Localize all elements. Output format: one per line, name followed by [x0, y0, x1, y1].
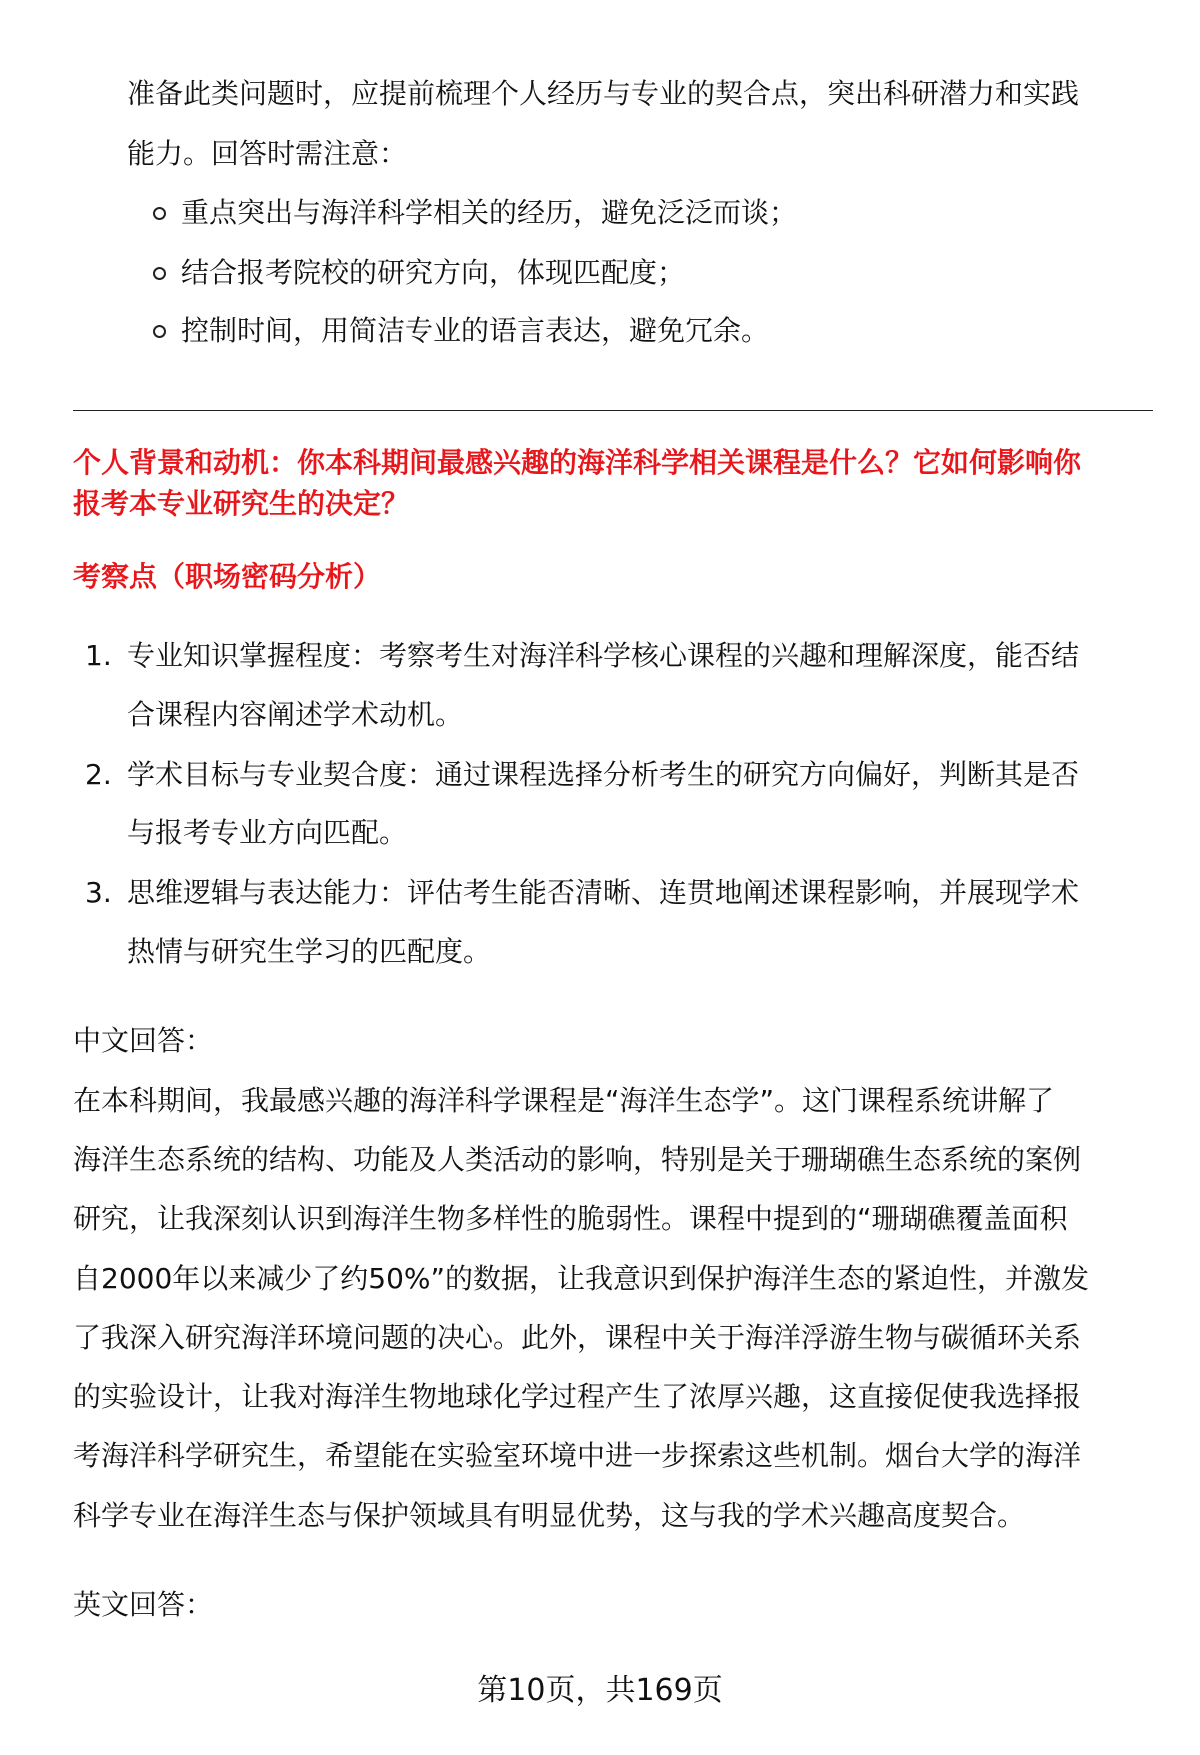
intro-line: 准备此类问题时，应提前梳理个人经历与专业的契合点，突出科研潜力和实践	[127, 77, 1080, 110]
bullet-circle-icon	[153, 325, 166, 338]
list-item-line: 思维逻辑与表达能力：评估考生能否清晰、连贯地阐述课程影响，并展现学术	[127, 876, 1080, 909]
list-item-line: 热情与研究生学习的匹配度。	[127, 935, 492, 968]
question-heading-line: 个人背景和动机：你本科期间最感兴趣的海洋科学相关课程是什么？它如何影响你	[73, 446, 1082, 479]
bullet-item: 重点突出与海洋科学相关的经历，避免泛泛而谈；	[181, 196, 798, 229]
list-item-line: 合课程内容阐述学术动机。	[127, 698, 464, 731]
answer-line: 了我深入研究海洋环境问题的决心。此外，课程中关于海洋浮游生物与碳循环关系	[73, 1321, 1082, 1354]
answer-line: 科学专业在海洋生态与保护领域具有明显优势，这与我的学术兴趣高度契合。	[73, 1499, 1026, 1532]
section-divider	[73, 410, 1153, 411]
answer-line: 海洋生态系统的结构、功能及人类活动的影响，特别是关于珊瑚礁生态系统的案例	[73, 1143, 1082, 1176]
list-item-line: 学术目标与专业契合度：通过课程选择分析考生的研究方向偏好，判断其是否	[127, 758, 1080, 791]
bullet-circle-icon	[153, 267, 166, 280]
english-answer-label: 英文回答：	[73, 1588, 214, 1621]
analysis-title: 考察点（职场密码分析）	[73, 560, 382, 593]
list-number: 2.	[85, 758, 112, 791]
answer-line: 考海洋科学研究生，希望能在实验室环境中进一步探索这些机制。烟台大学的海洋	[73, 1439, 1082, 1472]
chinese-answer-label: 中文回答：	[73, 1024, 214, 1057]
answer-line: 研究，让我深刻认识到海洋生物多样性的脆弱性。课程中提到的“珊瑚礁覆盖面积	[73, 1202, 1068, 1235]
bullet-item: 结合报考院校的研究方向，体现匹配度；	[181, 256, 686, 289]
question-heading-line: 报考本专业研究生的决定？	[73, 487, 410, 520]
page-number: 第10页，共169页	[477, 1673, 723, 1708]
list-item-line: 专业知识掌握程度：考察考生对海洋科学核心课程的兴趣和理解深度，能否结	[127, 639, 1080, 672]
list-number: 3.	[85, 876, 112, 909]
answer-line: 自2000年以来减少了约50%”的数据，让我意识到保护海洋生态的紧迫性，并激发	[73, 1262, 1090, 1295]
answer-line: 在本科期间，我最感兴趣的海洋科学课程是“海洋生态学”。这门课程系统讲解了	[73, 1084, 1055, 1117]
list-number: 1.	[85, 639, 112, 672]
answer-line: 的实验设计，让我对海洋生物地球化学过程产生了浓厚兴趣，这直接促使我选择报	[73, 1380, 1082, 1413]
bullet-item: 控制时间，用简洁专业的语言表达，避免冗余。	[181, 314, 770, 347]
list-item-line: 与报考专业方向匹配。	[127, 816, 408, 849]
intro-line: 能力。回答时需注意：	[127, 137, 408, 170]
bullet-circle-icon	[153, 207, 166, 220]
